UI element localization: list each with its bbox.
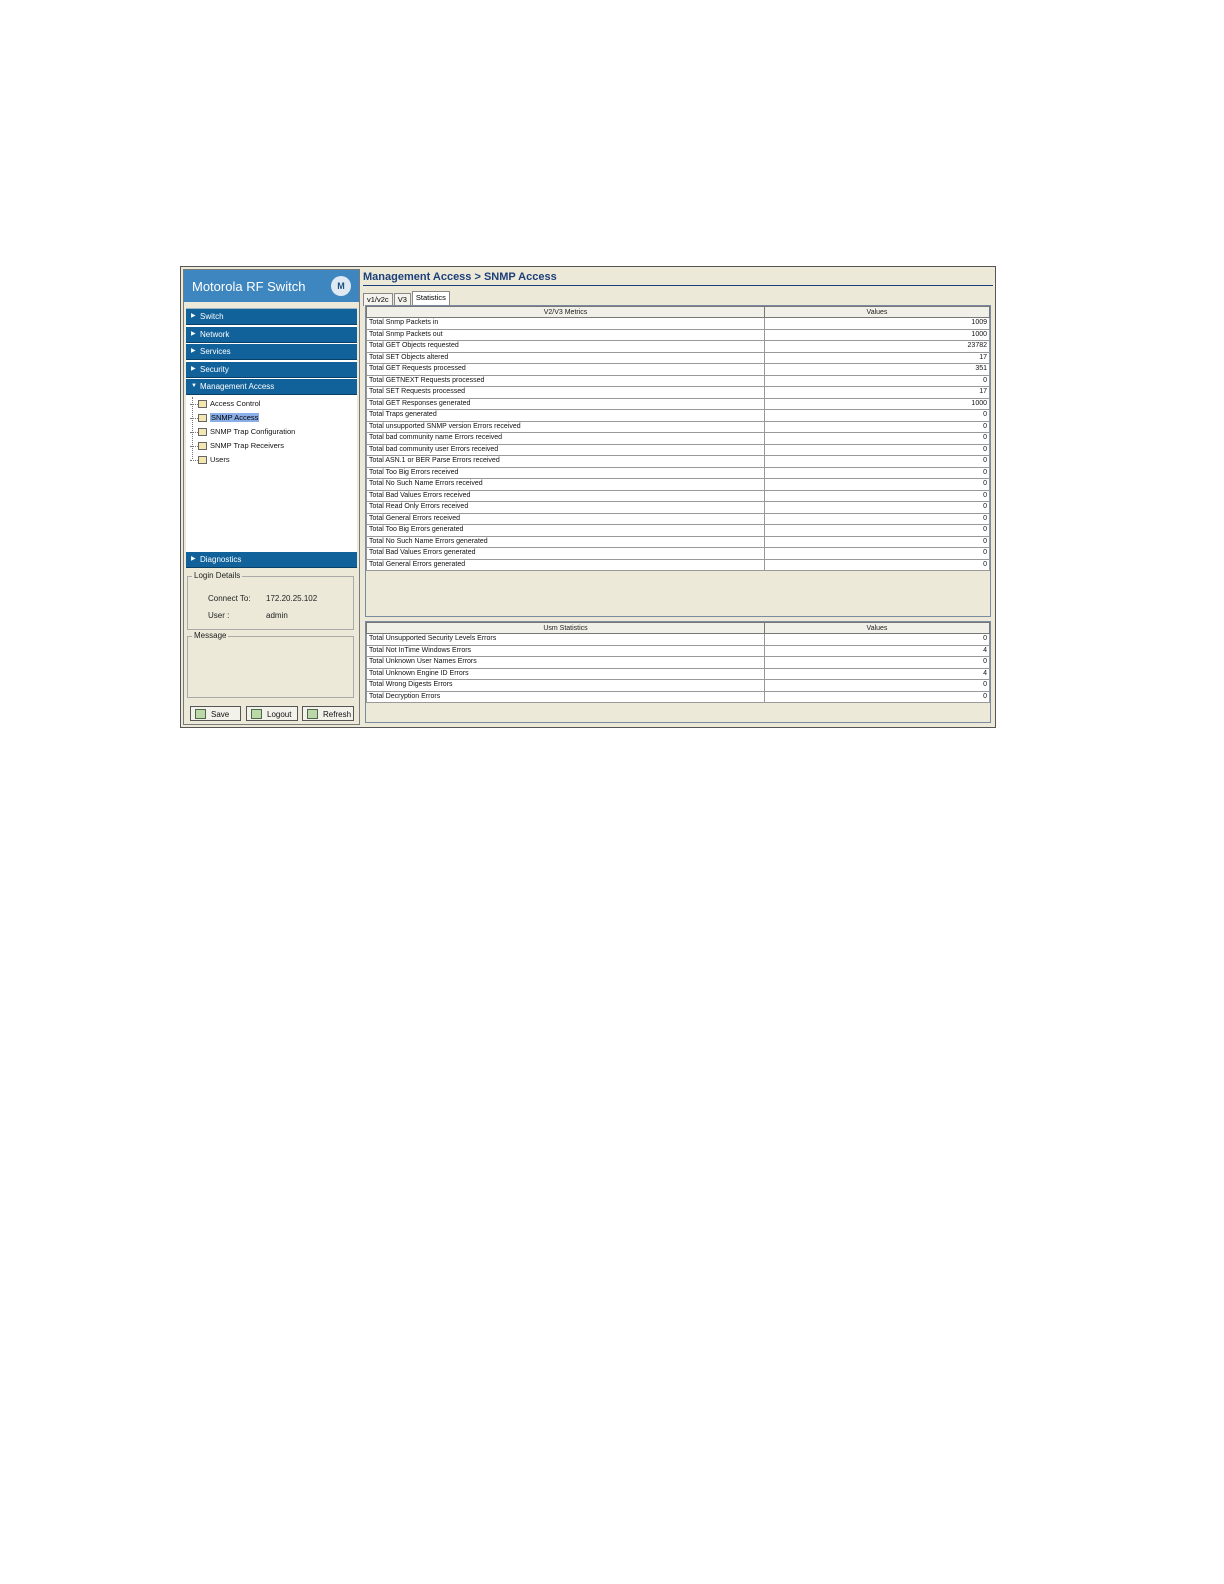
tree-item-label: Users (210, 454, 230, 464)
metric-name: Total Unknown User Names Errors (367, 657, 765, 669)
metric-name: Total General Errors generated (367, 559, 765, 571)
metric-name: Total Wrong Digests Errors (367, 680, 765, 692)
metric-value: 351 (765, 364, 990, 376)
metric-name: Total GET Objects requested (367, 341, 765, 353)
logout-button[interactable] (246, 706, 298, 721)
chevron-right-icon: ▶ (191, 348, 196, 354)
metric-value: 4 (765, 668, 990, 680)
main-content (363, 269, 993, 725)
metric-name: Total Too Big Errors generated (367, 525, 765, 537)
left-pane (183, 269, 360, 725)
tab-statistics[interactable]: Statistics (412, 291, 450, 306)
metric-name: Total GET Responses generated (367, 398, 765, 410)
table-row[interactable] (367, 318, 990, 330)
metric-name: Total Read Only Errors received (367, 502, 765, 514)
metric-value: 0 (765, 691, 990, 703)
table-row[interactable] (367, 329, 990, 341)
metric-name: Total No Such Name Errors received (367, 479, 765, 491)
save-icon (195, 709, 206, 719)
user-label: User : (208, 611, 230, 620)
login-details-group (187, 571, 354, 630)
message-group (187, 631, 354, 698)
values-column-header[interactable]: Values (765, 307, 990, 318)
logout-label: Logout (267, 710, 292, 719)
metric-value: 1000 (765, 329, 990, 341)
metric-value: 0 (765, 433, 990, 445)
table-row[interactable] (367, 456, 990, 468)
metric-name: Total GET Requests processed (367, 364, 765, 376)
metric-value: 0 (765, 634, 990, 646)
table-row[interactable] (367, 513, 990, 525)
motorola-logo-icon: M (331, 276, 351, 296)
nav-section-label: Switch (200, 312, 224, 321)
metric-value: 0 (765, 467, 990, 479)
usm-values-column-header[interactable]: Values (765, 623, 990, 634)
metrics-column-header[interactable]: V2/V3 Metrics (367, 307, 765, 318)
user-value: admin (266, 611, 288, 620)
metric-value: 0 (765, 536, 990, 548)
metric-name: Total bad community user Errors received (367, 444, 765, 456)
metric-value: 0 (765, 680, 990, 692)
usm-statistics-panel (365, 621, 991, 723)
metric-value: 0 (765, 421, 990, 433)
table-row[interactable] (367, 421, 990, 433)
tree-item-users[interactable] (186, 453, 357, 467)
users-icon (198, 456, 207, 464)
metric-name: Total unsupported SNMP version Errors received (367, 421, 765, 433)
nav-section-label: Services (200, 347, 231, 356)
save-button[interactable] (190, 706, 241, 721)
tree-item-snmp-access[interactable] (186, 411, 357, 425)
app-window (180, 266, 996, 728)
tree-item-access-control[interactable] (186, 397, 357, 411)
metric-value: 17 (765, 387, 990, 399)
message-title: Message (194, 631, 227, 640)
metric-name: Total ASN.1 or BER Parse Errors received (367, 456, 765, 468)
table-row[interactable] (367, 634, 990, 646)
chevron-right-icon: ▶ (191, 556, 196, 562)
tab-v3[interactable]: V3 (394, 293, 411, 306)
metric-value: 17 (765, 352, 990, 364)
tree-item-label: SNMP Trap Receivers (210, 440, 285, 450)
nav-section-diagnostics[interactable] (186, 552, 357, 568)
save-label: Save (211, 710, 230, 719)
metric-value: 0 (765, 513, 990, 525)
metric-value: 0 (765, 548, 990, 560)
table-row[interactable] (367, 525, 990, 537)
chevron-down-icon: ▼ (191, 383, 197, 389)
metric-value: 0 (765, 502, 990, 514)
metric-name: Total Not InTime Windows Errors (367, 645, 765, 657)
metric-name: Total Snmp Packets out (367, 329, 765, 341)
metrics-table-body (367, 318, 990, 571)
v2-v3-metrics-panel (365, 305, 991, 617)
metric-name: Total Snmp Packets in (367, 318, 765, 330)
key-icon (198, 400, 207, 408)
metric-value: 0 (765, 490, 990, 502)
metric-name: Total Bad Values Errors generated (367, 548, 765, 560)
tab-bar (363, 287, 451, 304)
table-row[interactable] (367, 364, 990, 376)
table-row[interactable] (367, 657, 990, 669)
table-row[interactable] (367, 536, 990, 548)
metric-name: Total SET Objects altered (367, 352, 765, 364)
usm-column-header[interactable]: Usm Statistics (367, 623, 765, 634)
table-row[interactable] (367, 467, 990, 479)
trap-receivers-icon (198, 442, 207, 450)
metric-name: Total bad community name Errors received (367, 433, 765, 445)
nav-section-label: Security (200, 364, 229, 374)
metric-name: Total Unsupported Security Levels Errors (367, 634, 765, 646)
table-row[interactable] (367, 352, 990, 364)
chevron-right-icon: ▶ (191, 313, 196, 319)
chevron-right-icon: ▶ (191, 330, 196, 337)
table-row[interactable] (367, 479, 990, 491)
metric-value: 0 (765, 375, 990, 387)
table-row[interactable] (367, 341, 990, 353)
metric-value: 0 (765, 410, 990, 422)
trap-config-icon (198, 428, 207, 436)
nav-section-label: Network (200, 329, 230, 339)
tree-item-label: Access Control (210, 398, 261, 408)
table-row[interactable] (367, 645, 990, 657)
page-title: Management Access > SNMP Access (363, 271, 557, 283)
navigation-tree (186, 308, 357, 557)
metric-value: 1009 (765, 318, 990, 330)
metric-name: Total Decryption Errors (367, 691, 765, 703)
metric-value: 23782 (765, 341, 990, 353)
table-row[interactable] (367, 444, 990, 456)
management-access-tree (186, 397, 357, 467)
login-details-title: Login Details (194, 571, 241, 580)
nav-section-security[interactable] (186, 362, 357, 378)
logout-icon (251, 709, 262, 719)
metric-name: Total No Such Name Errors generated (367, 536, 765, 548)
metric-value: 0 (765, 444, 990, 456)
nav-section-label: Diagnostics (200, 555, 242, 564)
metric-value: 0 (765, 479, 990, 491)
table-row[interactable] (367, 410, 990, 422)
v2-v3-metrics-table (366, 306, 990, 571)
refresh-label: Refresh (323, 710, 352, 719)
metric-value: 1000 (765, 398, 990, 410)
table-row[interactable] (367, 398, 990, 410)
table-row[interactable] (367, 387, 990, 399)
metric-value: 0 (765, 456, 990, 468)
metric-value: 0 (765, 559, 990, 571)
table-row[interactable] (367, 375, 990, 387)
table-row[interactable] (367, 433, 990, 445)
tab-v1-v2c[interactable]: v1/v2c (363, 293, 393, 306)
metric-value: 0 (765, 657, 990, 669)
usm-statistics-table (366, 622, 990, 703)
nav-section-management-access[interactable] (186, 379, 357, 395)
brand-header (184, 270, 359, 302)
nav-section-network[interactable] (186, 327, 357, 343)
metric-name: Total Unknown Engine ID Errors (367, 668, 765, 680)
connect-to-label: Connect To: (208, 594, 251, 603)
metric-name: Total Too Big Errors received (367, 467, 765, 479)
nav-section-services[interactable] (186, 344, 357, 360)
brand-title: Motorola RF Switch (192, 279, 306, 294)
metric-name: Total GETNEXT Requests processed (367, 375, 765, 387)
metric-name: Total Traps generated (367, 410, 765, 422)
tree-item-snmp-trap-receivers[interactable] (186, 439, 357, 453)
chevron-right-icon: ▶ (191, 365, 196, 372)
metric-name: Total General Errors received (367, 513, 765, 525)
metric-name: Total SET Requests processed (367, 387, 765, 399)
table-row[interactable] (367, 490, 990, 502)
tree-item-snmp-trap-configuration[interactable] (186, 425, 357, 439)
refresh-icon (307, 709, 318, 719)
metric-value: 4 (765, 645, 990, 657)
table-row[interactable] (367, 502, 990, 514)
nav-section-label: Management Access (200, 382, 275, 391)
table-row[interactable] (367, 548, 990, 560)
metric-value: 0 (765, 525, 990, 537)
metric-name: Total Bad Values Errors received (367, 490, 765, 502)
table-row[interactable] (367, 691, 990, 703)
tree-item-label: SNMP Access (211, 412, 259, 422)
table-row[interactable] (367, 559, 990, 571)
table-row[interactable] (367, 680, 990, 692)
snmp-icon (198, 414, 207, 422)
connect-to-value: 172.20.25.102 (266, 594, 318, 603)
nav-section-switch[interactable] (186, 309, 357, 325)
refresh-button[interactable] (302, 706, 354, 721)
tree-item-label: SNMP Trap Configuration (210, 426, 296, 436)
usm-table-body (367, 634, 990, 703)
table-row[interactable] (367, 668, 990, 680)
